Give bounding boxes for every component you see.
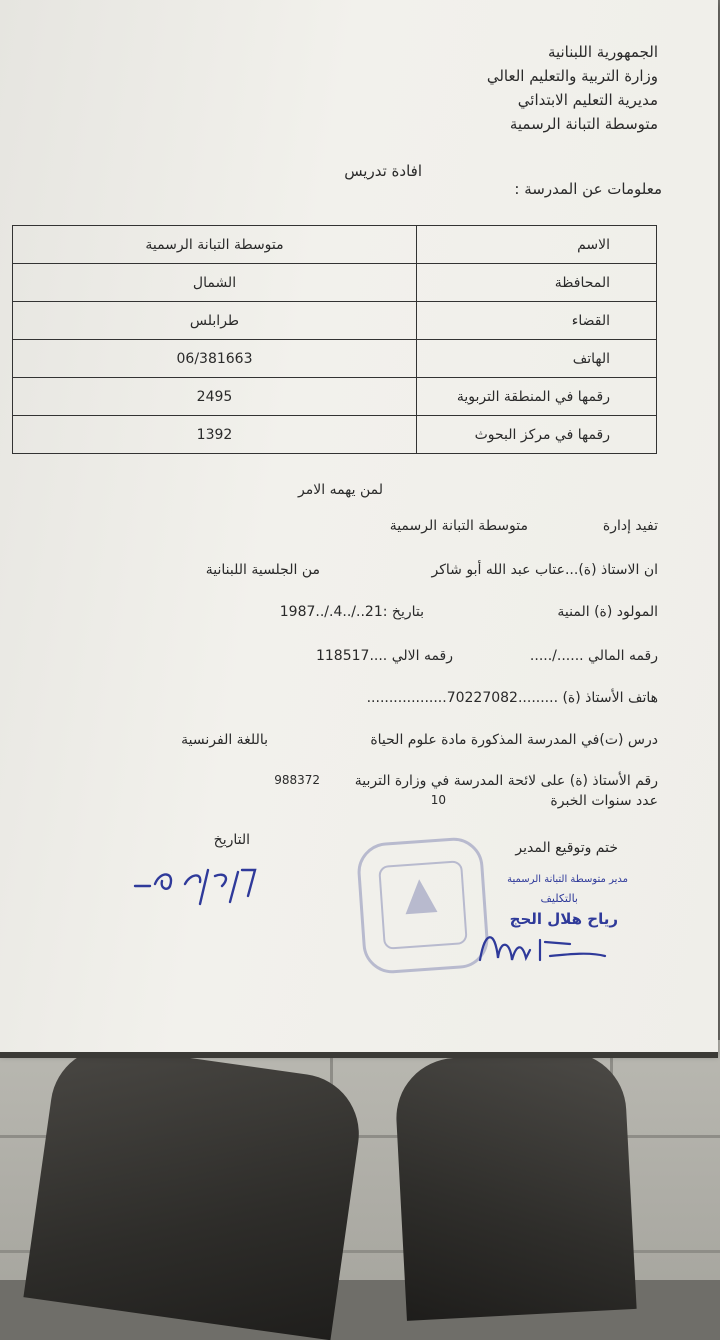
director-name: رياح هلال الحج	[509, 910, 618, 928]
right-leg	[393, 1049, 636, 1321]
birth-date: بتاريخ :21../..4./..1987	[279, 604, 424, 620]
row-key: الاسم	[417, 226, 657, 264]
row-value: 2495	[13, 378, 417, 416]
left-leg	[23, 1040, 366, 1340]
handwritten-date	[130, 856, 270, 916]
computer-number: رقمه الالي ....118517	[315, 648, 453, 664]
table-row	[13, 416, 657, 454]
row-value: طرابلس	[13, 302, 417, 340]
header-republic: الجمهورية اللبنانية	[547, 43, 658, 61]
row-value: الشمال	[13, 264, 417, 302]
header-ministry: وزارة التربية والتعليم العالي	[486, 67, 658, 85]
experience-value: 10	[430, 793, 446, 807]
registry-line: رقم الأستاذ (ة) على لائحة المدرسة في وزارة التربية	[354, 773, 658, 789]
financial-number: رقمه المالي ....../.....	[529, 648, 658, 664]
subject-taught: درس (ت)في المدرسة المذكورة مادة علوم الحياة	[370, 732, 658, 748]
header-school: متوسطة التبانة الرسمية	[509, 115, 658, 133]
admin-value: متوسطة التبانة الرسمية	[389, 518, 528, 534]
registry-number: 988372	[274, 773, 320, 787]
row-key: الهاتف	[417, 340, 657, 378]
teacher-name-line: ان الاستاذ (ة)...عتاب عبد الله أبو شاكر	[431, 562, 658, 578]
row-key: القضاء	[417, 302, 657, 340]
experience-label: عدد سنوات الخبرة	[550, 793, 658, 809]
birth-place: المولود (ة) المنية	[557, 604, 658, 620]
assignment-note: بالتكليف	[540, 892, 578, 905]
school-info-table	[12, 225, 657, 454]
row-value: 06/381663	[13, 340, 417, 378]
row-key: رقمها في المنطقة التربوية	[417, 378, 657, 416]
table-row	[13, 340, 657, 378]
row-value: 1392	[13, 416, 417, 454]
admin-label: تفيد إدارة	[602, 518, 658, 534]
teacher-phone: هاتف الأستاذ (ة) .........70227082..................	[366, 690, 658, 706]
table-row	[13, 302, 657, 340]
row-key: رقمها في مركز البحوث	[417, 416, 657, 454]
row-key: المحافظة	[417, 264, 657, 302]
header-directorate: مديرية التعليم الابتدائي	[517, 91, 658, 109]
date-label: التاريخ	[213, 832, 250, 848]
table-row	[13, 264, 657, 302]
document-title: افادة تدريس	[344, 162, 422, 180]
school-info-label: معلومات عن المدرسة :	[514, 180, 662, 198]
seal-signature-label: ختم وتوقيع المدير	[515, 840, 618, 856]
director-signature	[470, 920, 610, 970]
cedar-icon	[403, 878, 437, 914]
director-title: مدير متوسطة التبانة الرسمية	[507, 874, 628, 885]
letterhead	[487, 40, 658, 136]
nationality: من الجلسية اللبنانية	[205, 562, 320, 578]
row-value: متوسطة التبانة الرسمية	[13, 226, 417, 264]
table-row	[13, 226, 657, 264]
teaching-language: باللغة الفرنسية	[181, 732, 268, 748]
to-whom-heading: لمن يهمه الامر	[298, 482, 383, 498]
table-row	[13, 378, 657, 416]
